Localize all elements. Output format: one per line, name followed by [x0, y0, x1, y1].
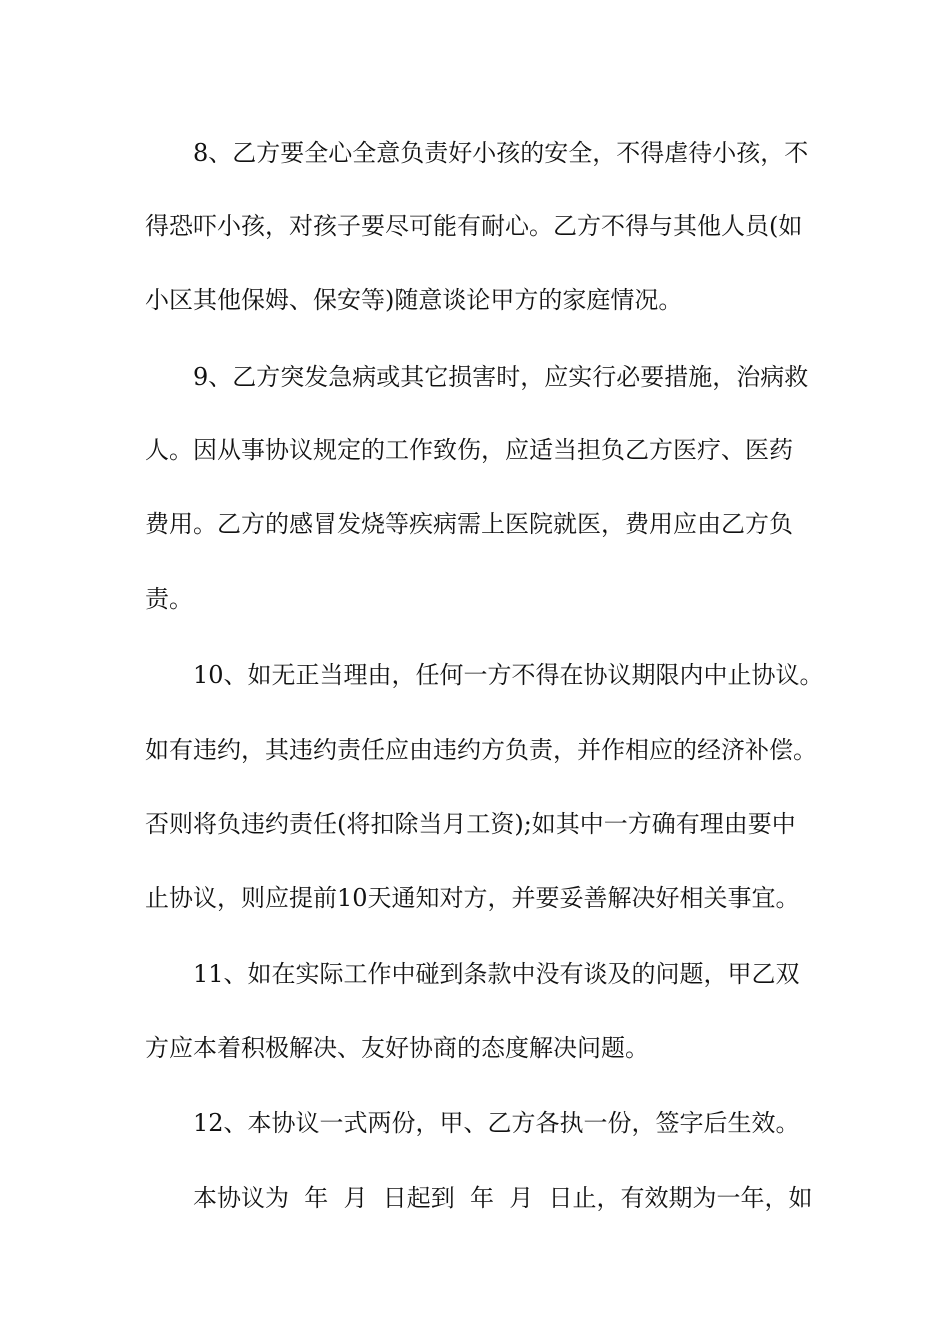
clause-8-line-2: 得恐吓小孩，对孩子要尽可能有耐心。乙方不得与其他人员(如: [145, 212, 803, 240]
clause-11-line-1: 11、如在实际工作中碰到条款中没有谈及的问题，甲乙双: [193, 960, 800, 988]
clause-10-line-1: 10、如无正当理由，任何一方不得在协议期限内中止协议。: [193, 661, 824, 689]
clause-10-line-3: 否则将负违约责任(将扣除当月工资);如其中一方确有理由要中: [145, 810, 796, 838]
clause-11-line-2: 方应本着积极解决、友好协商的态度解决问题。: [145, 1034, 649, 1062]
term-line-1: 本协议为 年 月 日起到 年 月 日止，有效期为一年，如: [193, 1184, 813, 1212]
clause-9-line-1: 9、乙方突发急病或其它损害时，应实行必要措施，治病救: [193, 363, 809, 391]
clause-9-line-2: 人。因从事协议规定的工作致伤，应适当担负乙方医疗、医药: [145, 436, 793, 464]
clause-8-line-1: 8、乙方要全心全意负责好小孩的安全，不得虐待小孩，不: [193, 139, 809, 167]
clause-9-line-4: 责。: [145, 585, 193, 613]
clause-12-line-1: 12、本协议一式两份，甲、乙方各执一份，签字后生效。: [193, 1109, 800, 1137]
clause-10-line-4: 止协议，则应提前10天通知对方，并要妥善解决好相关事宜。: [145, 884, 800, 912]
clause-10-line-2: 如有违约，其违约责任应由违约方负责，并作相应的经济补偿。: [145, 736, 817, 764]
clause-9-line-3: 费用。乙方的感冒发烧等疾病需上医院就医，费用应由乙方负: [145, 510, 793, 538]
clause-8-line-3: 小区其他保姆、保安等)随意谈论甲方的家庭情况。: [145, 286, 683, 314]
